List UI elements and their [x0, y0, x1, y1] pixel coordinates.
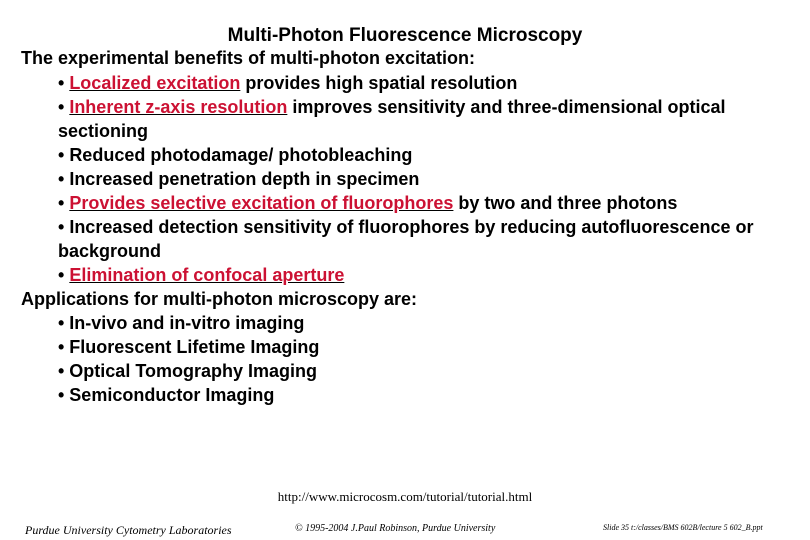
bullet: • — [58, 265, 70, 285]
application-item: • Semiconductor Imaging — [58, 385, 275, 405]
item-text: Increased detection sensitivity of fluorophores by reducing autofluorescence or background — [58, 217, 754, 261]
bullet: • — [58, 145, 70, 165]
benefit-item-5 — [58, 191, 803, 215]
highlight-text: Inherent z-axis resolution — [69, 97, 288, 117]
application-item: • In-vivo and in-vitro imaging — [58, 313, 305, 333]
footer-copyright: © 1995-2004 J.Paul Robinson, Purdue University — [295, 523, 496, 534]
item-text: Increased penetration depth in specimen — [69, 169, 420, 189]
bullet: • — [58, 193, 70, 213]
benefit-item-6 — [58, 215, 803, 263]
bullet: • — [58, 73, 70, 93]
item-text: by two and three photons — [453, 193, 678, 213]
highlight-text: Localized excitation — [69, 73, 241, 93]
item-text: Reduced photodamage/ photobleaching — [69, 145, 413, 165]
benefits-heading: The experimental benefits of multi-photon excitation: — [21, 48, 476, 68]
bullet: • — [58, 97, 70, 117]
footer-lab-name: Purdue University Cytometry Laboratories — [25, 523, 232, 537]
bullet: • — [58, 169, 70, 189]
slide-title: Multi-Photon Fluorescence Microscopy — [227, 25, 583, 46]
benefit-item-2 — [58, 95, 803, 143]
application-item: • Fluorescent Lifetime Imaging — [58, 337, 320, 357]
benefit-item-1 — [58, 71, 803, 95]
application-item: • Optical Tomography Imaging — [58, 361, 317, 381]
bullet: • — [58, 217, 70, 237]
footer-slide-info: Slide 35 t:/classes/BMS 602B/lecture 5 602_B.ppt — [603, 523, 763, 532]
highlight-text: Elimination of confocal aperture — [69, 265, 345, 285]
reference-url: http://www.microcosm.com/tutorial/tutorial.html — [277, 489, 533, 504]
item-text: improves sensitivity and three-dimensional optical sectioning — [58, 97, 726, 141]
applications-heading: Applications for multi-photon microscopy are: — [21, 289, 418, 309]
benefit-item-3 — [58, 143, 803, 167]
item-text: provides high spatial resolution — [240, 73, 518, 93]
benefit-item-7 — [58, 263, 803, 287]
highlight-text: Provides selective excitation of fluorophores — [69, 193, 454, 213]
benefit-item-4 — [58, 167, 803, 191]
